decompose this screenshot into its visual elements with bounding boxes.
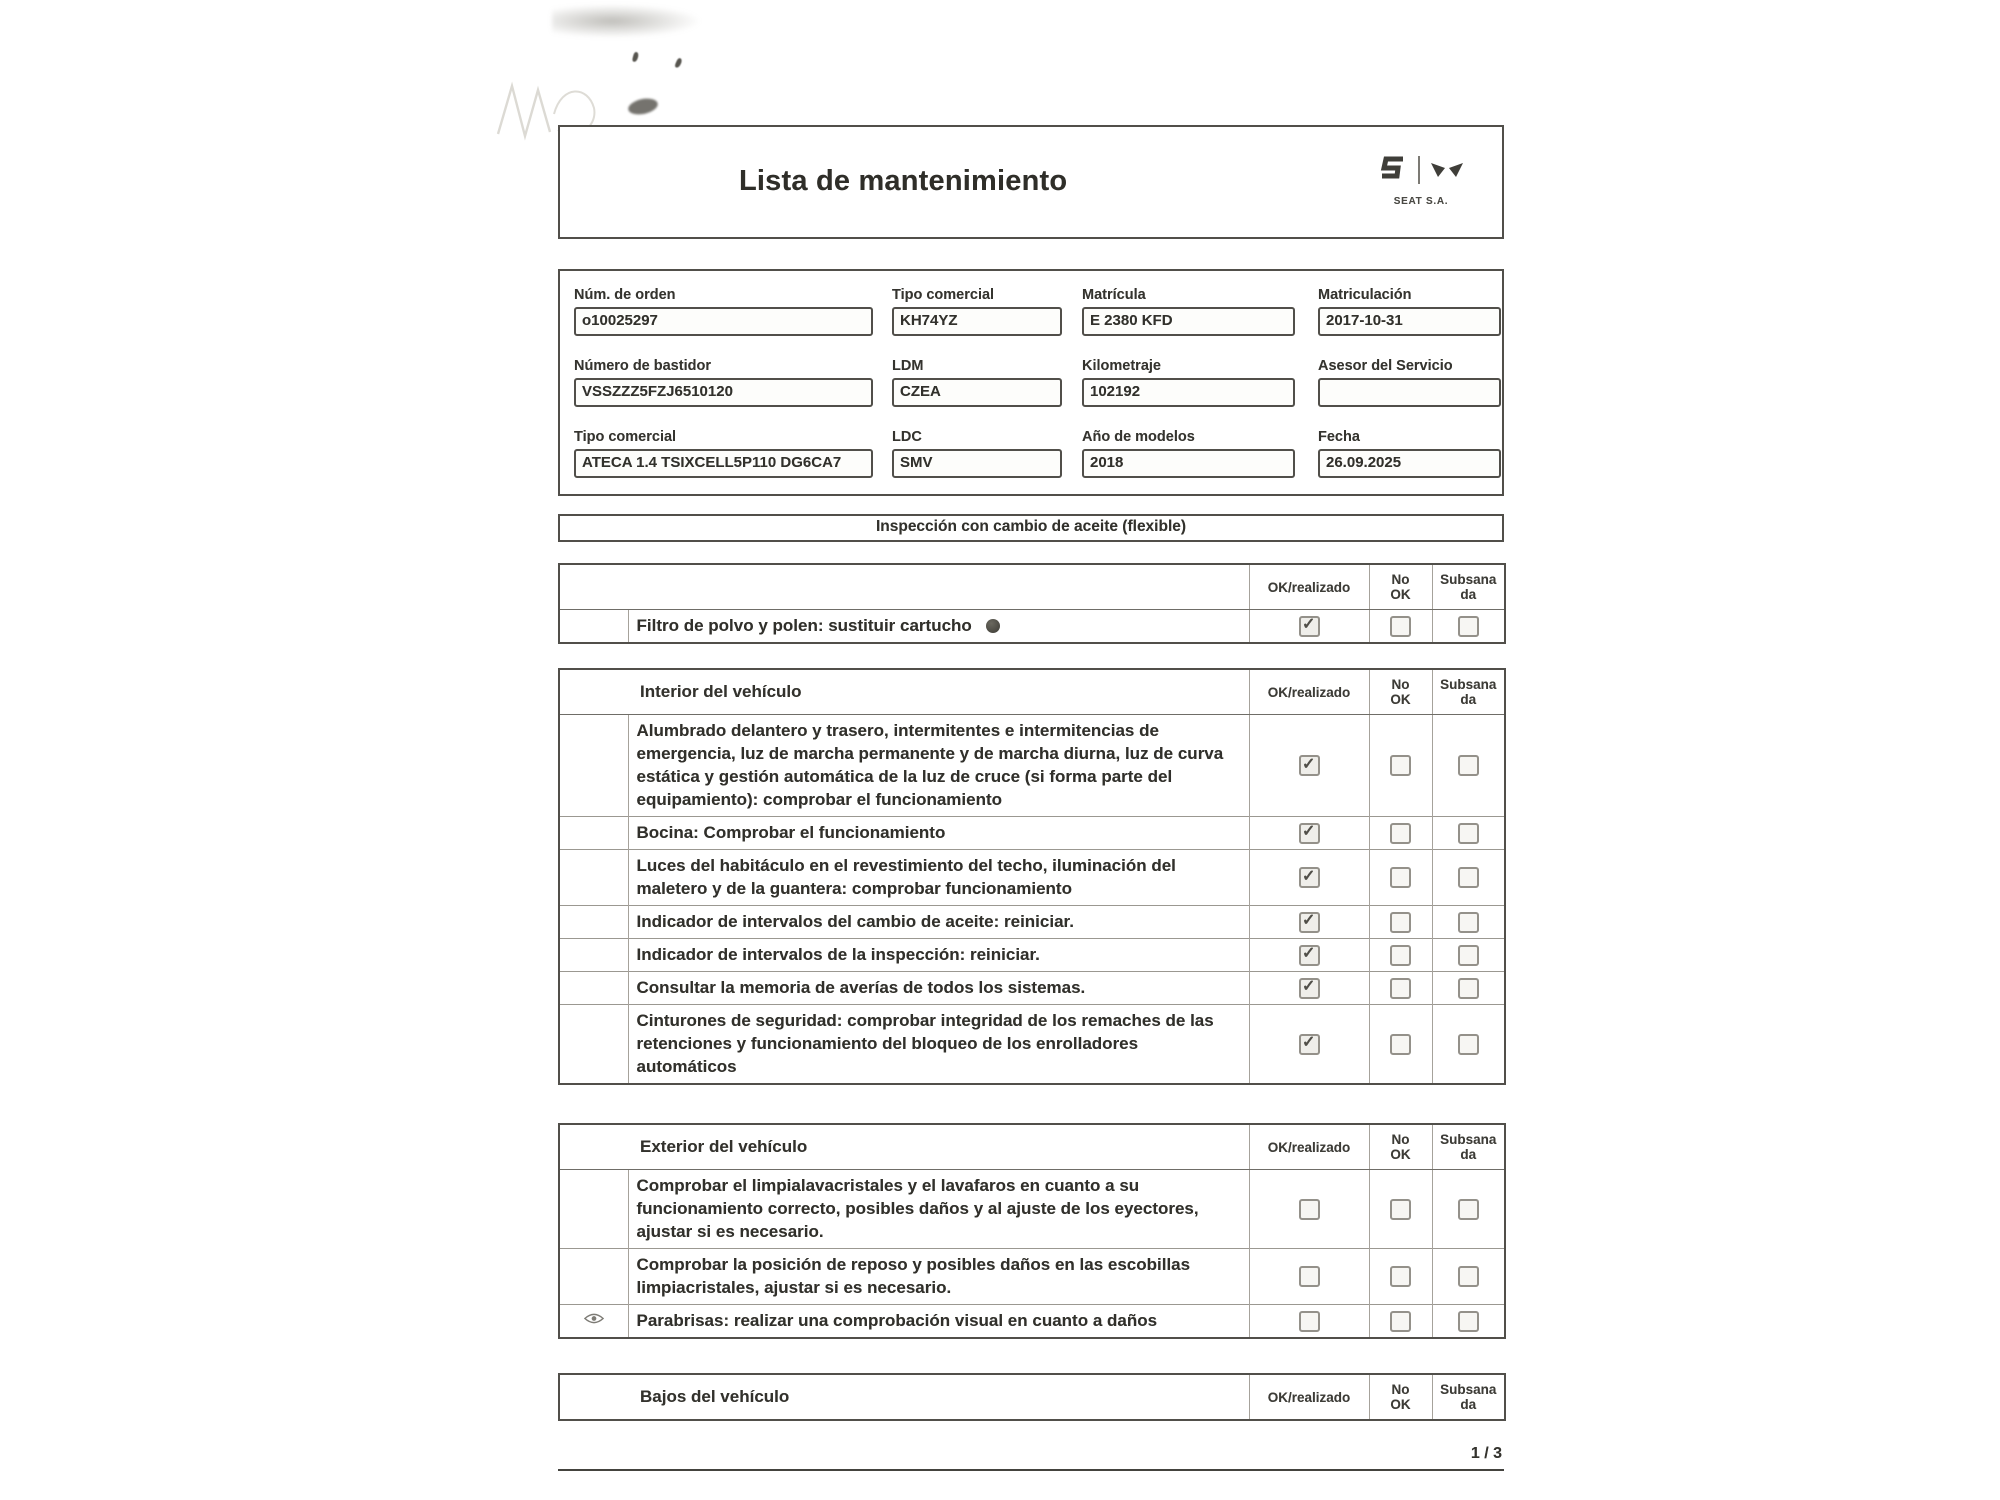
subsanada-checkbox — [1458, 823, 1479, 844]
row-marker-cell — [559, 1305, 628, 1339]
subsanada-checkbox-cell — [1432, 972, 1505, 1005]
form-field-label: LDC — [892, 429, 922, 445]
seat-logo-icon — [1378, 155, 1408, 185]
no-ok-checkbox-cell — [1369, 1249, 1432, 1305]
page-number: 1 / 3 — [1470, 1445, 1502, 1462]
row-marker-cell — [559, 972, 628, 1005]
item-text: Cinturones de seguridad: comprobar integridad de los remaches de las retenciones y funcionamiento del bloqueo de los enrolladores automáticos — [628, 1005, 1249, 1085]
scan-smudge-artifact — [552, 4, 702, 38]
column-header-subsanada: Subsanada — [1432, 1124, 1505, 1170]
ok-checkbox-cell — [1249, 1249, 1369, 1305]
row-marker-cell — [559, 1005, 628, 1085]
form-field-label: Año de modelos — [1082, 429, 1195, 445]
no-ok-checkbox-cell — [1369, 906, 1432, 939]
no-ok-checkbox-cell — [1369, 715, 1432, 817]
ok-checkbox-cell — [1249, 1305, 1369, 1339]
item-text: Parabrisas: realizar una comprobación visual en cuanto a daños — [628, 1305, 1249, 1339]
no-ok-checkbox — [1390, 755, 1411, 776]
footer-rule — [558, 1469, 1504, 1471]
checklist-item-row — [559, 939, 1505, 972]
subsanada-checkbox-cell — [1432, 1249, 1505, 1305]
column-header-no-ok: No OK — [1369, 669, 1432, 715]
subsanada-checkbox-cell — [1432, 939, 1505, 972]
ok-checkbox-cell — [1249, 715, 1369, 817]
form-field-label: Núm. de orden — [574, 287, 676, 303]
no-ok-checkbox-cell — [1369, 817, 1432, 850]
ok-checkbox — [1299, 978, 1320, 999]
subsanada-checkbox — [1458, 867, 1479, 888]
scan-mark-artifact — [632, 52, 639, 63]
form-field — [574, 287, 892, 336]
subsanada-checkbox — [1458, 755, 1479, 776]
column-header-subsanada: Subsanada — [1432, 669, 1505, 715]
column-header-ok: OK/realizado — [1249, 669, 1369, 715]
form-field — [1082, 287, 1318, 336]
form-field — [574, 358, 892, 407]
no-ok-checkbox — [1390, 1199, 1411, 1220]
form-field-label: Tipo comercial — [892, 287, 995, 303]
column-header-no-ok: No OK — [1369, 1124, 1432, 1170]
no-ok-checkbox — [1390, 616, 1411, 637]
column-header-subsanada: Subsanada — [1432, 564, 1505, 610]
no-ok-checkbox-cell — [1369, 1305, 1432, 1339]
checklist-item-row — [559, 610, 1505, 644]
item-text: Filtro de polvo y polen: sustituir cartucho — [628, 610, 1249, 644]
form-field-value: VSSZZZ5FZJ6510120 — [574, 378, 873, 407]
ok-checkbox — [1299, 823, 1320, 844]
subsanada-checkbox-cell — [1432, 1305, 1505, 1339]
item-text: Bocina: Comprobar el funcionamiento — [628, 817, 1249, 850]
subsanada-checkbox — [1458, 1034, 1479, 1055]
form-field-value: 102192 — [1082, 378, 1295, 407]
form-field-value: E 2380 KFD — [1082, 307, 1295, 336]
ok-checkbox — [1299, 867, 1320, 888]
form-field-value: SMV — [892, 449, 1062, 478]
checklist-section — [558, 1373, 1506, 1421]
checklist-section — [558, 1123, 1506, 1339]
checklist-header-row — [559, 1374, 1505, 1420]
ok-checkbox — [1299, 1199, 1320, 1220]
item-text: Comprobar el limpialavacristales y el lavafaros en cuanto a su funcionamiento correcto, posibles daños y al ajuste de los eyectores, ajustar si es necesario. — [628, 1170, 1249, 1249]
document-header — [558, 125, 1504, 239]
checklist-header-row — [559, 1124, 1505, 1170]
no-ok-checkbox-cell — [1369, 1005, 1432, 1085]
column-header-ok: OK/realizado — [1249, 1374, 1369, 1420]
no-ok-checkbox-cell — [1369, 610, 1432, 644]
subsanada-checkbox-cell — [1432, 1005, 1505, 1085]
item-text: Indicador de intervalos de la inspección: reiniciar. — [628, 939, 1249, 972]
subsanada-checkbox — [1458, 912, 1479, 933]
ok-checkbox-cell — [1249, 906, 1369, 939]
subsanada-checkbox — [1458, 945, 1479, 966]
form-field — [892, 287, 1082, 336]
column-header-ok: OK/realizado — [1249, 564, 1369, 610]
item-text: Luces del habitáculo en el revestimiento del techo, iluminación del maletero y de la guantera: comprobar funcionamiento — [628, 850, 1249, 906]
subsanada-checkbox — [1458, 616, 1479, 637]
subsanada-checkbox — [1458, 978, 1479, 999]
ok-checkbox-cell — [1249, 972, 1369, 1005]
checklist-item-row — [559, 906, 1505, 939]
ok-checkbox — [1299, 912, 1320, 933]
no-ok-checkbox — [1390, 912, 1411, 933]
form-field-value: 26.09.2025 — [1318, 449, 1501, 478]
subsanada-checkbox-cell — [1432, 850, 1505, 906]
form-field-value: ATECA 1.4 TSIXCELL5P110 DG6CA7 — [574, 449, 873, 478]
no-ok-checkbox-cell — [1369, 1170, 1432, 1249]
checklist-section — [558, 563, 1506, 644]
form-field — [1318, 358, 1501, 407]
subsanada-checkbox — [1458, 1311, 1479, 1332]
column-header-no-ok: No OK — [1369, 1374, 1432, 1420]
column-header-no-ok: No OK — [1369, 564, 1432, 610]
column-header-ok: OK/realizado — [1249, 1124, 1369, 1170]
form-field — [1318, 287, 1501, 336]
row-marker-cell — [559, 817, 628, 850]
company-name: SEAT S.A. — [1393, 196, 1449, 207]
ok-checkbox — [1299, 616, 1320, 637]
subsanada-checkbox-cell — [1432, 906, 1505, 939]
checklist-section — [558, 668, 1506, 1085]
column-header-subsanada: Subsanada — [1432, 1374, 1505, 1420]
page-title: Lista de mantenimiento — [739, 165, 1068, 197]
no-ok-checkbox-cell — [1369, 850, 1432, 906]
form-field-label: Matrícula — [1082, 287, 1146, 303]
ok-checkbox-cell — [1249, 1005, 1369, 1085]
row-marker-cell — [559, 939, 628, 972]
subsanada-checkbox-cell — [1432, 817, 1505, 850]
checklist-item-row — [559, 1249, 1505, 1305]
checklist-item-row — [559, 715, 1505, 817]
logo-divider — [1418, 156, 1420, 184]
subsanada-checkbox-cell — [1432, 610, 1505, 644]
no-ok-checkbox — [1390, 1034, 1411, 1055]
row-marker-cell — [559, 850, 628, 906]
ok-checkbox-cell — [1249, 1170, 1369, 1249]
form-field-value: o10025297 — [574, 307, 873, 336]
form-field — [574, 429, 892, 478]
ok-checkbox — [1299, 1266, 1320, 1287]
no-ok-checkbox — [1390, 1311, 1411, 1332]
ok-checkbox-cell — [1249, 610, 1369, 644]
form-field-label: Kilometraje — [1082, 358, 1161, 374]
no-ok-checkbox — [1390, 978, 1411, 999]
inspection-banner: Inspección con cambio de aceite (flexible) — [558, 514, 1504, 542]
no-ok-checkbox-cell — [1369, 972, 1432, 1005]
form-field-value: 2017-10-31 — [1318, 307, 1501, 336]
row-marker-cell — [559, 1249, 628, 1305]
ok-checkbox-cell — [1249, 939, 1369, 972]
ink-dot-mark — [986, 619, 1000, 633]
no-ok-checkbox — [1390, 945, 1411, 966]
no-ok-checkbox — [1390, 823, 1411, 844]
form-field — [892, 358, 1082, 407]
subsanada-checkbox — [1458, 1266, 1479, 1287]
form-field-label: Asesor del Servicio — [1318, 358, 1453, 374]
checklist-item-row — [559, 972, 1505, 1005]
row-marker-cell — [559, 906, 628, 939]
item-text: Consultar la memoria de averías de todos los sistemas. — [628, 972, 1249, 1005]
ok-checkbox — [1299, 755, 1320, 776]
form-field-value: CZEA — [892, 378, 1062, 407]
row-marker-cell — [559, 715, 628, 817]
document-sheet — [558, 125, 1504, 1471]
form-field-label: Número de bastidor — [574, 358, 711, 374]
ok-checkbox-cell — [1249, 850, 1369, 906]
scan-ink-blob-artifact — [627, 96, 659, 117]
document-footer — [558, 1445, 1504, 1471]
item-text: Comprobar la posición de reposo y posibles daños en las escobillas limpiacristales, ajustar si es necesario. — [628, 1249, 1249, 1305]
form-field — [1318, 429, 1501, 478]
checklist-item-row — [559, 817, 1505, 850]
no-ok-checkbox — [1390, 1266, 1411, 1287]
checklist-item-row — [559, 1005, 1505, 1085]
form-field — [892, 429, 1082, 478]
form-field — [1082, 429, 1318, 478]
ok-checkbox-cell — [1249, 817, 1369, 850]
scan-mark-artifact — [674, 57, 683, 68]
eye-icon — [584, 1312, 604, 1325]
form-field — [1082, 358, 1318, 407]
subsanada-checkbox-cell — [1432, 715, 1505, 817]
section-title: Interior del vehículo — [559, 669, 1249, 715]
no-ok-checkbox-cell — [1369, 939, 1432, 972]
ok-checkbox — [1299, 1311, 1320, 1332]
form-field-label: Fecha — [1318, 429, 1360, 445]
form-field-value: KH74YZ — [892, 307, 1062, 336]
form-field-value — [1318, 378, 1501, 407]
row-marker-cell — [559, 1170, 628, 1249]
subsanada-checkbox — [1458, 1199, 1479, 1220]
subsanada-checkbox-cell — [1432, 1170, 1505, 1249]
section-title: Bajos del vehículo — [559, 1374, 1249, 1420]
section-title — [559, 564, 1249, 610]
vehicle-info-form — [558, 269, 1504, 496]
brand-block — [1366, 153, 1476, 207]
row-marker-cell — [559, 610, 628, 644]
form-field-label: LDM — [892, 358, 924, 374]
cupra-logo-icon — [1430, 159, 1464, 181]
checklist-item-row — [559, 850, 1505, 906]
checklist-item-row — [559, 1305, 1505, 1339]
checklist-header-row — [559, 564, 1505, 610]
section-title: Exterior del vehículo — [559, 1124, 1249, 1170]
form-field-label: Tipo comercial — [574, 429, 677, 445]
item-text: Indicador de intervalos del cambio de aceite: reiniciar. — [628, 906, 1249, 939]
checklist-header-row — [559, 669, 1505, 715]
checklist-sections — [558, 563, 1504, 1421]
item-text: Alumbrado delantero y trasero, intermitentes e intermitencias de emergencia, luz de marcha permanente y de marcha diurna, luz de curva estática y gestión automática de la luz de cruce (si forma parte del equipamiento): comprobar el funcionamiento — [628, 715, 1249, 817]
no-ok-checkbox — [1390, 867, 1411, 888]
checklist-item-row — [559, 1170, 1505, 1249]
form-field-value: 2018 — [1082, 449, 1295, 478]
form-field-label: Matriculación — [1318, 287, 1412, 303]
ok-checkbox — [1299, 1034, 1320, 1055]
ok-checkbox — [1299, 945, 1320, 966]
